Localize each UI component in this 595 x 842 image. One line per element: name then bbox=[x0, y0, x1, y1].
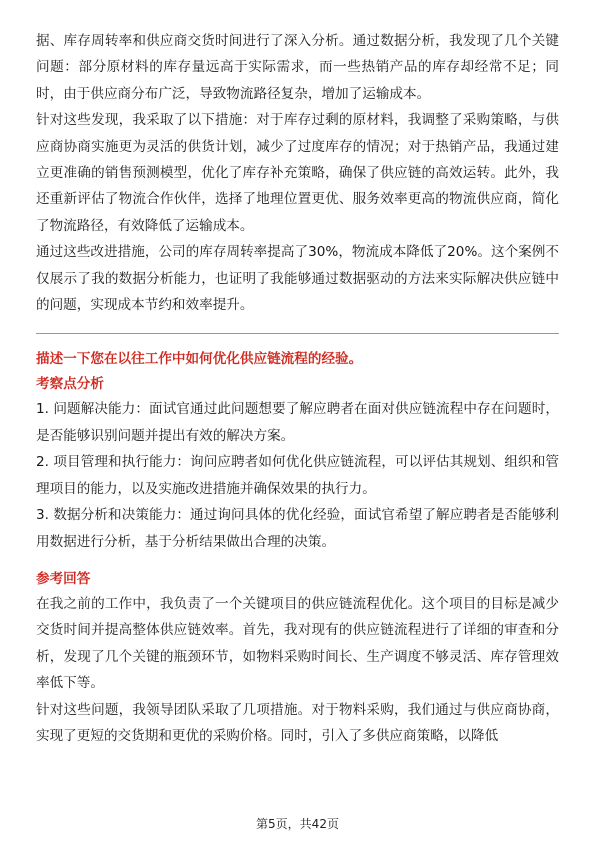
analysis-item-2: 2. 项目管理和执行能力：询问应聘者如何优化供应链流程，可以评估其规划、组织和管理项目的能力，以及实施改进措施并确保效果的执行力。 bbox=[36, 454, 559, 497]
interview-question: 描述一下您在以往工作中如何优化供应链流程的经验。 bbox=[36, 351, 363, 368]
page-content bbox=[36, 28, 559, 749]
spacer bbox=[36, 555, 559, 567]
page-number: 第5页，共42页 bbox=[256, 817, 339, 831]
answer-paragraph-2: 针对这些问题，我领导团队采取了几项措施。对于物料采购，我们通过与供应商协商，实现了更短的交货期和更优的采购价格。同时，引入了多供应商策略，以降低 bbox=[36, 701, 559, 744]
intro-paragraph-3: 通过这些改进措施，公司的库存周转率提高了30%，物流成本降低了20%。这个案例不仅展示了我的数据分析能力，也证明了我能够通过数据驱动的方法来实际解决供应链中的问题，实现成本节约和效率提升。 bbox=[36, 244, 559, 314]
intro-paragraph-2: 针对这些发现，我采取了以下措施：对于库存过剩的原材料，我调整了采购策略，与供应商协商实施更为灵活的供货计划，减少了过度库存的情况；对于热销产品，我通过建立更准确的销售预测模型，优化了库存补充策略，确保了供应链的高效运转。此外，我还重新评估了物流合作伙伴，选择了地理位置更优、服务效率更高的物流供应商，简化了物流路径，有效降低了运输成本。 bbox=[36, 112, 559, 234]
analysis-item-1: 1. 问题解决能力：面试官通过此问题想要了解应聘者在面对供应链流程中存在问题时，是否能够识别问题并提出有效的解决方案。 bbox=[36, 401, 559, 444]
section-divider bbox=[36, 333, 559, 334]
analysis-heading: 考察点分析 bbox=[36, 376, 104, 393]
intro-paragraph-1: 据、库存周转率和供应商交货时间进行了深入分析。通过数据分析，我发现了几个关键问题：部分原材料的库存量远高于实际需求，而一些热销产品的库存却经常不足；同时，由于供应商分布广泛，导致物流路径复杂，增加了运输成本。 bbox=[36, 33, 559, 102]
answer-heading: 参考回答 bbox=[36, 570, 91, 587]
analysis-item-3: 3. 数据分析和决策能力：通过询问具体的优化经验，面试官希望了解应聘者是否能够利用数据进行分析，基于分析结果做出合理的决策。 bbox=[36, 507, 559, 550]
answer-paragraph-1: 在我之前的工作中，我负责了一个关键项目的供应链流程优化。这个项目的目标是减少交货时间并提高整体供应链效率。首先，我对现有的供应链流程进行了详细的审查和分析，发现了几个关键的瓶颈环节，如物料采购时间长、生产调度不够灵活、库存管理效率低下等。 bbox=[36, 595, 559, 692]
